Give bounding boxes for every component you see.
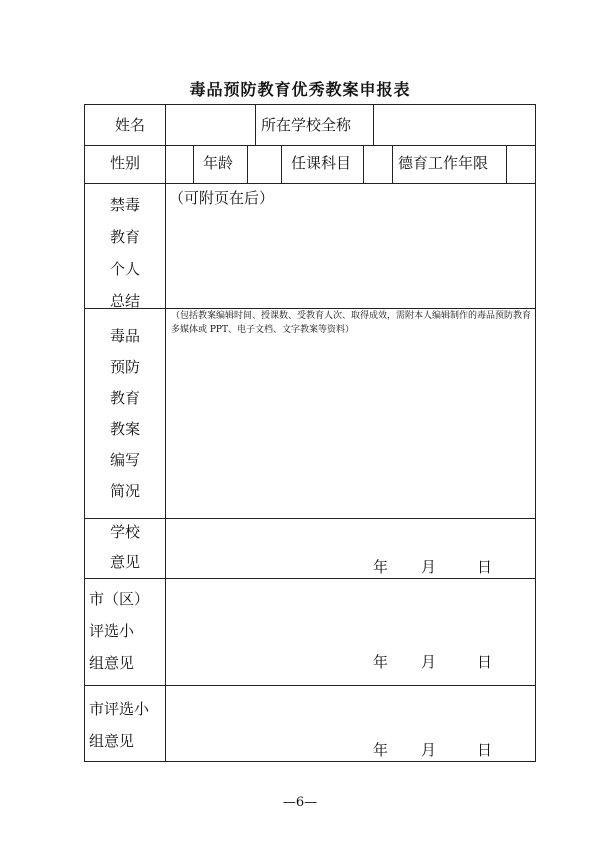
school-date-year: 年 xyxy=(373,558,389,576)
column-divider xyxy=(392,145,393,183)
column-divider xyxy=(255,105,256,145)
district-opinion-label: 市（区） 评选小 组意见 xyxy=(89,590,150,672)
column-divider xyxy=(363,145,364,183)
gender-label: 性别 xyxy=(110,154,141,172)
column-divider xyxy=(506,145,507,183)
application-form-table xyxy=(84,104,536,762)
age-field[interactable] xyxy=(251,151,277,177)
column-divider xyxy=(281,145,282,183)
row-divider xyxy=(85,685,535,686)
summary-text-area[interactable] xyxy=(169,211,529,303)
district-date-day: 日 xyxy=(477,653,493,671)
school-name-field[interactable] xyxy=(377,113,529,139)
plan-text-area[interactable] xyxy=(169,343,529,513)
column-divider xyxy=(247,145,248,183)
form-title: 毒品预防教育优秀教案申报表 xyxy=(189,80,411,99)
column-divider xyxy=(193,145,194,183)
name-field[interactable] xyxy=(169,113,251,139)
subject-field[interactable] xyxy=(367,151,389,177)
age-label: 年龄 xyxy=(203,154,234,172)
name-label: 姓名 xyxy=(115,116,146,134)
row-divider xyxy=(85,145,535,146)
city-date-year: 年 xyxy=(373,741,389,759)
row-divider xyxy=(85,183,535,184)
years-label: 德育工作年限 xyxy=(398,154,489,172)
school-name-label: 所在学校全称 xyxy=(261,116,352,134)
subject-label: 任课科目 xyxy=(291,154,352,172)
summary-label: 禁毒 教育 个人 总结 xyxy=(109,196,140,310)
district-date-year: 年 xyxy=(373,653,389,671)
city-date-day: 日 xyxy=(477,741,493,759)
column-divider xyxy=(165,105,166,761)
plan-label: 毒品 预防 教育 教案 编写 简况 xyxy=(109,327,140,500)
summary-note: （可附页在后） xyxy=(169,189,275,207)
school-date-day: 日 xyxy=(477,558,493,576)
years-field[interactable] xyxy=(510,151,532,177)
school-date-month: 月 xyxy=(421,558,437,576)
row-divider xyxy=(85,578,535,579)
district-date-month: 月 xyxy=(421,653,437,671)
column-divider xyxy=(373,105,374,145)
page-number: —6— xyxy=(282,795,318,810)
gender-field[interactable] xyxy=(169,151,189,177)
plan-note: （包括教案编辑时间、授课数、受教育人次、取得成效，需附本人编辑制作的毒品预防教育多媒体或 PPT、电子文档、文字教案等资料） xyxy=(171,311,532,335)
school-opinion-label: 学校 意见 xyxy=(109,523,140,571)
city-date-month: 月 xyxy=(421,741,437,759)
city-opinion-label: 市评选小 组意见 xyxy=(89,700,150,750)
